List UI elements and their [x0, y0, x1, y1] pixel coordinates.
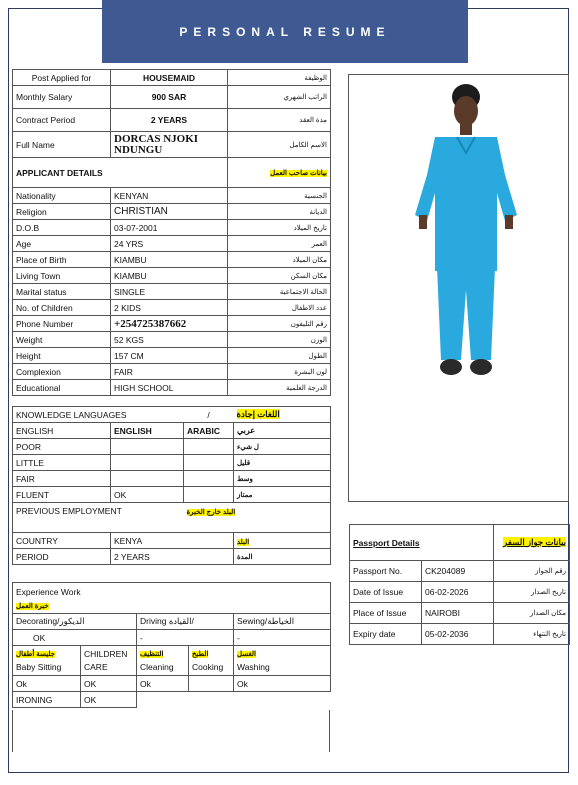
table-cell: مدة العقد	[228, 109, 331, 132]
table-cell: الوزن	[228, 332, 331, 348]
table-cell: الراتب الشهري	[228, 86, 331, 109]
table-cell: No. of Children	[13, 300, 111, 316]
table-cell	[184, 455, 234, 471]
table-cell: Full Name	[13, 132, 111, 158]
table-cell: Cooking	[192, 662, 224, 672]
bottom-right-line	[329, 710, 330, 752]
applicant-photo-frame	[348, 74, 569, 502]
applicant-photo	[349, 75, 568, 501]
table-cell: Educational	[13, 380, 111, 396]
table-cell: الاسم الكامل	[228, 132, 331, 158]
table-cell: 900 SAR	[111, 86, 228, 109]
table-cell: الطبخ	[192, 651, 209, 658]
table-cell	[111, 439, 184, 455]
table-cell: رقم الجواز	[494, 561, 570, 582]
experience-table	[12, 582, 331, 708]
table-cell: DORCAS NJOKI NDUNGU	[111, 132, 228, 158]
table-cell: Expiry date	[350, 624, 422, 645]
languages-table	[12, 406, 331, 565]
passport-row	[350, 582, 570, 603]
table-cell	[13, 583, 331, 614]
table-cell: 05-02-2036	[422, 624, 494, 645]
table-cell: جليسة أطفال	[16, 651, 55, 658]
table-cell: 06-02-2026	[422, 582, 494, 603]
detail-row	[13, 300, 331, 316]
table-cell: المدة	[234, 549, 331, 565]
page-title: PERSONAL RESUME	[179, 24, 391, 39]
table-cell: التنظيف	[140, 651, 164, 658]
detail-row	[13, 236, 331, 252]
table-cell: +254725387662	[111, 316, 228, 332]
table-cell	[111, 455, 184, 471]
table-cell: Nationality	[13, 188, 111, 204]
table-cell: PERIOD	[13, 549, 111, 565]
table-cell: Complexion	[13, 364, 111, 380]
table-cell: بيانات صاحب العمل	[270, 169, 327, 177]
table-cell: OK	[81, 692, 137, 708]
table-cell: 2 YEARS	[111, 109, 228, 132]
detail-row	[13, 220, 331, 236]
table-cell: FLUENT	[13, 487, 111, 503]
table-cell: Weight	[13, 332, 111, 348]
table-cell: تاريخ الصدار	[494, 582, 570, 603]
title-banner	[102, 0, 468, 63]
table-cell: CHRISTIAN	[111, 204, 228, 220]
table-cell: FAIR	[111, 364, 228, 380]
table-cell: تاريخ الميلاد	[228, 220, 331, 236]
detail-row	[13, 316, 331, 332]
detail-row	[13, 332, 331, 348]
row-contract	[13, 109, 331, 132]
table-cell: OK	[81, 676, 137, 692]
table-cell: Ok	[137, 676, 189, 692]
language-row	[13, 455, 331, 471]
table-cell: الدرجة العلمية	[228, 380, 331, 396]
table-cell: عربي	[234, 423, 331, 439]
table-cell: Experience Work	[16, 587, 81, 597]
table-cell: Cleaning	[140, 662, 174, 672]
table-cell	[111, 471, 184, 487]
row-salary	[13, 86, 331, 109]
table-cell	[234, 407, 331, 423]
table-cell: الديانة	[228, 204, 331, 220]
table-cell: الغسل	[237, 651, 257, 658]
table-cell: 2 YEARS	[111, 549, 234, 565]
table-cell: ممتاز	[234, 487, 331, 503]
table-cell: العمر	[228, 236, 331, 252]
experience-row2-values	[13, 676, 331, 692]
table-cell: بيانات جواز السفر	[503, 536, 566, 547]
table-cell: ARABIC	[184, 423, 234, 439]
table-cell: SINGLE	[111, 284, 228, 300]
table-cell: البلد	[237, 538, 250, 546]
table-cell	[234, 533, 331, 549]
table-cell: POOR	[13, 439, 111, 455]
languages-header	[13, 407, 331, 423]
detail-row	[13, 380, 331, 396]
table-cell: قليل	[234, 455, 331, 471]
table-cell: -	[234, 630, 331, 646]
table-cell: Decorating/الديكور	[13, 614, 137, 630]
previous-row	[13, 533, 331, 549]
table-cell: COUNTRY	[13, 533, 111, 549]
table-cell: Place of Issue	[350, 603, 422, 624]
table-cell	[184, 439, 234, 455]
table-cell: FAIR	[13, 471, 111, 487]
table-cell	[13, 407, 184, 423]
previous-row	[13, 549, 331, 565]
table-cell: Post Applied for	[13, 70, 111, 86]
experience-row1-values	[13, 630, 331, 646]
experience-row2-labels	[13, 646, 331, 676]
table-cell	[234, 646, 331, 676]
table-cell	[189, 676, 234, 692]
table-cell: 03-07-2001	[111, 220, 228, 236]
language-row	[13, 471, 331, 487]
table-cell: 2 KIDS	[111, 300, 228, 316]
table-cell: الجنسية	[228, 188, 331, 204]
row-applicant-details	[13, 158, 331, 188]
detail-row	[13, 348, 331, 364]
detail-row	[13, 188, 331, 204]
table-cell	[234, 692, 331, 708]
table-cell	[228, 158, 331, 188]
table-cell	[184, 487, 234, 503]
table-cell: Height	[13, 348, 111, 364]
table-cell	[189, 692, 234, 708]
table-cell	[189, 646, 234, 676]
table-cell: مكان الميلاد	[228, 252, 331, 268]
table-cell: Washing	[237, 662, 270, 672]
language-row	[13, 487, 331, 503]
resume-table	[12, 69, 331, 396]
row-post	[13, 70, 331, 86]
passport-row	[350, 603, 570, 624]
table-cell: Place of Birth	[13, 252, 111, 268]
detail-row	[13, 252, 331, 268]
table-cell: 157 CM	[111, 348, 228, 364]
table-cell	[13, 646, 81, 676]
table-cell: Contract Period	[13, 109, 111, 132]
table-cell: Monthly Salary	[13, 86, 111, 109]
passport-row	[350, 624, 570, 645]
table-cell: Ok	[234, 676, 331, 692]
table-cell: اللغات إجادة	[236, 409, 280, 419]
table-cell: الوظيفة	[228, 70, 331, 86]
table-cell	[494, 525, 570, 561]
table-cell: الحالة الاجتماعية	[228, 284, 331, 300]
experience-ironing	[13, 692, 331, 708]
table-cell: عدد الاطفال	[228, 300, 331, 316]
table-cell: ENGLISH	[111, 423, 184, 439]
table-cell: /	[184, 407, 234, 423]
table-cell: PREVIOUS EMPLOYMENT	[13, 503, 184, 533]
table-cell: خبرة العمل	[16, 603, 49, 610]
table-cell: Living Town	[13, 268, 111, 284]
table-cell: تاريخ النتهاء	[494, 624, 570, 645]
table-cell: NAIROBI	[422, 603, 494, 624]
table-cell: Sewing/الخياطة	[234, 614, 331, 630]
experience-header	[13, 583, 331, 614]
detail-row	[13, 364, 331, 380]
table-cell: KNOWLEDGE LANGUAGES	[16, 409, 127, 420]
table-cell	[137, 692, 189, 708]
table-cell: Passport No.	[350, 561, 422, 582]
bottom-left-line	[12, 710, 13, 752]
table-cell: رقم التليفون	[228, 316, 331, 332]
table-cell: 24 YRS	[111, 236, 228, 252]
table-cell: OK	[13, 630, 137, 646]
table-cell: مكان السكن	[228, 268, 331, 284]
table-cell: IRONING	[13, 692, 81, 708]
previous-employment-header	[13, 503, 331, 533]
passport-table	[349, 524, 570, 645]
table-cell: Passport Details	[350, 525, 494, 561]
table-cell: KIAMBU	[111, 268, 228, 284]
table-cell: Driving القيادة/	[137, 614, 234, 630]
table-cell	[184, 503, 331, 533]
table-cell: الطول	[228, 348, 331, 364]
table-cell: OK	[111, 487, 184, 503]
table-cell: Date of Issue	[350, 582, 422, 603]
table-cell: APPLICANT DETAILS	[13, 158, 228, 188]
table-cell: وسط	[234, 471, 331, 487]
table-cell	[137, 646, 189, 676]
table-cell: Religion	[13, 204, 111, 220]
languages-cols	[13, 423, 331, 439]
table-cell: Baby Sitting	[16, 662, 62, 672]
table-cell: Ok	[13, 676, 81, 692]
passport-header	[350, 525, 570, 561]
table-cell: لون البشرة	[228, 364, 331, 380]
table-cell: -	[137, 630, 234, 646]
table-cell: ل شيء	[234, 439, 331, 455]
table-cell: مكان الصدار	[494, 603, 570, 624]
table-cell: CHILDREN CARE	[81, 646, 137, 676]
table-cell: Marital status	[13, 284, 111, 300]
row-fullname	[13, 132, 331, 158]
table-cell: KENYA	[111, 533, 234, 549]
table-cell: HOUSEMAID	[111, 70, 228, 86]
detail-row	[13, 204, 331, 220]
table-cell: KIAMBU	[111, 252, 228, 268]
table-cell: CK204089	[422, 561, 494, 582]
table-cell: 52 KGS	[111, 332, 228, 348]
passport-row	[350, 561, 570, 582]
table-cell: Phone Number	[13, 316, 111, 332]
table-cell: LITTLE	[13, 455, 111, 471]
table-cell: KENYAN	[111, 188, 228, 204]
experience-row1-labels	[13, 614, 331, 630]
table-cell: D.O.B	[13, 220, 111, 236]
table-cell: البلد خارج الخبرة	[186, 509, 236, 516]
table-cell	[184, 471, 234, 487]
table-cell: Age	[13, 236, 111, 252]
table-cell: HIGH SCHOOL	[111, 380, 228, 396]
detail-row	[13, 284, 331, 300]
table-cell: ENGLISH	[13, 423, 111, 439]
detail-row	[13, 268, 331, 284]
language-row	[13, 439, 331, 455]
